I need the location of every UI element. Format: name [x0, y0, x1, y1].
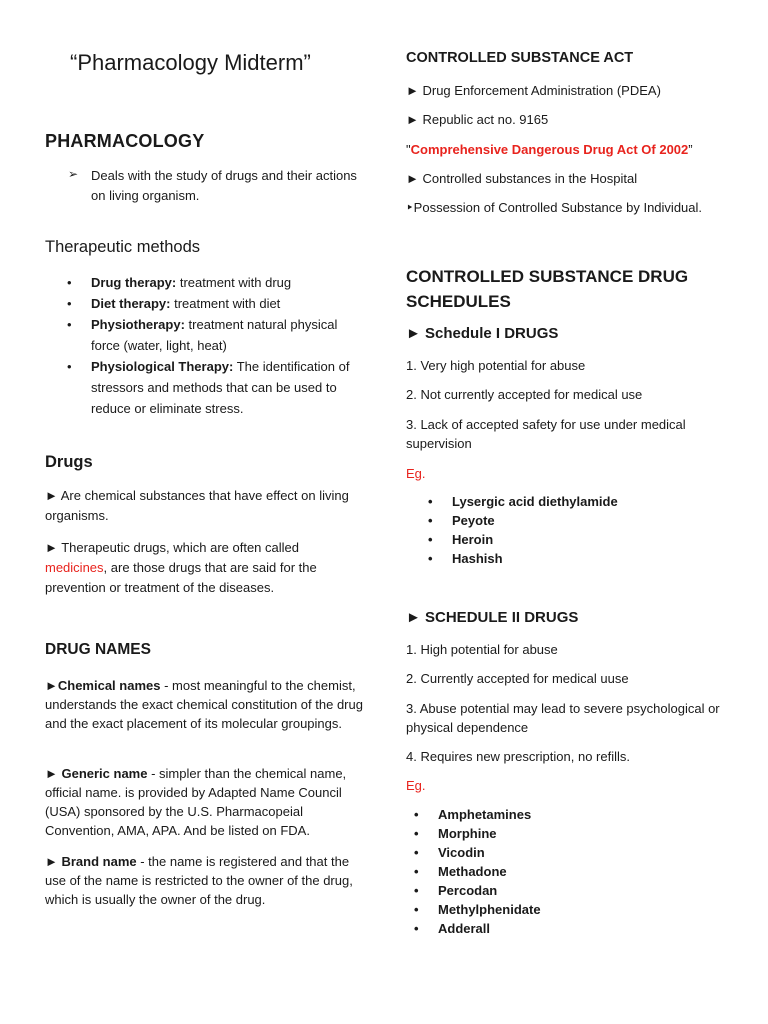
- csa-line-pdea: ► Drug Enforcement Administration (PDEA): [406, 83, 661, 98]
- schedules-heading: CONTROLLED SUBSTANCE DRUG SCHEDULES: [406, 267, 689, 311]
- list-item: • Adderall: [406, 919, 726, 938]
- csa-line-hospital: ► Controlled substances in the Hospital: [406, 171, 638, 186]
- therapeutic-heading: Therapeutic methods: [45, 238, 201, 256]
- document-title: “Pharmacology Midterm”: [70, 50, 311, 75]
- drug-names-heading: DRUG NAMES: [45, 641, 151, 658]
- csa-line-republic-act: ► Republic act no. 9165: [406, 112, 549, 127]
- list-item: • Diet therapy: treatment with diet: [45, 293, 365, 314]
- drugs-therapeutic: ► Therapeutic drugs, which are often called medicines, are those drugs that are said for the prevention or treatment of the diseases.: [45, 540, 317, 595]
- schedule-1-item: 3. Lack of accepted safety for use under medical supervision: [406, 417, 686, 451]
- pharmacology-definition: Deals with the study of drugs and their actions on living organism.: [91, 168, 357, 203]
- csa-line-act-name: "Comprehensive Dangerous Drug Act Of 2002”: [406, 142, 693, 157]
- schedule-2-item: 2. Currently accepted for medical uuse: [406, 671, 629, 686]
- schedule-2-eg-label: Eg.: [406, 778, 426, 793]
- list-item: • Amphetamines: [406, 805, 726, 824]
- brand-name-paragraph: ► Brand name - the name is registered and that the use of the name is restricted to the owner of the drug, which is usually the owner of the drug.: [45, 854, 353, 907]
- list-item: • Peyote: [406, 511, 726, 530]
- list-item: • Lysergic acid diethylamide: [406, 492, 726, 511]
- list-item: • Morphine: [406, 824, 726, 843]
- schedule-1-item: 2. Not currently accepted for medical use: [406, 387, 643, 402]
- schedule-1-eg-label: Eg.: [406, 466, 426, 481]
- list-item: • Vicodin: [406, 843, 726, 862]
- chemical-name-paragraph: ►Chemical names - most meaningful to the chemist, understands the exact chemical constitution of the drug and the exact placement of its molecular groupings.: [45, 678, 363, 731]
- pharmacology-heading: PHARMACOLOGY: [45, 131, 205, 151]
- list-item: • Methylphenidate: [406, 900, 726, 919]
- list-item: • Percodan: [406, 881, 726, 900]
- schedule-2-item: 3. Abuse potential may lead to severe psychological or physical dependence: [406, 701, 720, 735]
- schedule-2-examples: [406, 805, 726, 938]
- list-item: • Physiotherapy: treatment natural physical force (water, light, heat): [45, 314, 365, 356]
- list-item: • Heroin: [406, 530, 726, 549]
- schedule-2-heading: ► SCHEDULE II DRUGS: [406, 609, 579, 626]
- csa-line-possession: ‣Possession of Controlled Substance by Individual.: [406, 200, 703, 215]
- schedule-1-item: 1. Very high potential for abuse: [406, 358, 586, 373]
- arrow-bullet-icon: ➢: [68, 167, 79, 181]
- schedule-2-item: 1. High potential for abuse: [406, 642, 558, 657]
- list-item: • Methadone: [406, 862, 726, 881]
- list-item: • Hashish: [406, 549, 726, 568]
- schedule-1-examples: [406, 492, 726, 568]
- therapeutic-list: [45, 272, 365, 419]
- csa-heading: CONTROLLED SUBSTANCE ACT: [406, 50, 634, 66]
- list-item: • Physiological Therapy: The identification of stressors and methods that can be used to reduce or eliminate stress.: [45, 356, 365, 419]
- drugs-definition: ► Are chemical substances that have effect on living organisms.: [45, 488, 349, 523]
- drugs-heading: Drugs: [45, 453, 93, 471]
- list-item: • Drug therapy: treatment with drug: [45, 272, 365, 293]
- generic-name-paragraph: ► Generic name - simpler than the chemical name, official name. is provided by Adapted Name Council (USA) sponsored by the U.S. Pharmacopeial Convention, AMA, APA. And be listed on FDA.: [45, 766, 347, 838]
- schedule-1-heading: ► Schedule I DRUGS: [406, 325, 559, 342]
- schedule-2-item: 4. Requires new prescription, no refills.: [406, 749, 630, 764]
- pharmacology-bullet: [45, 166, 365, 206]
